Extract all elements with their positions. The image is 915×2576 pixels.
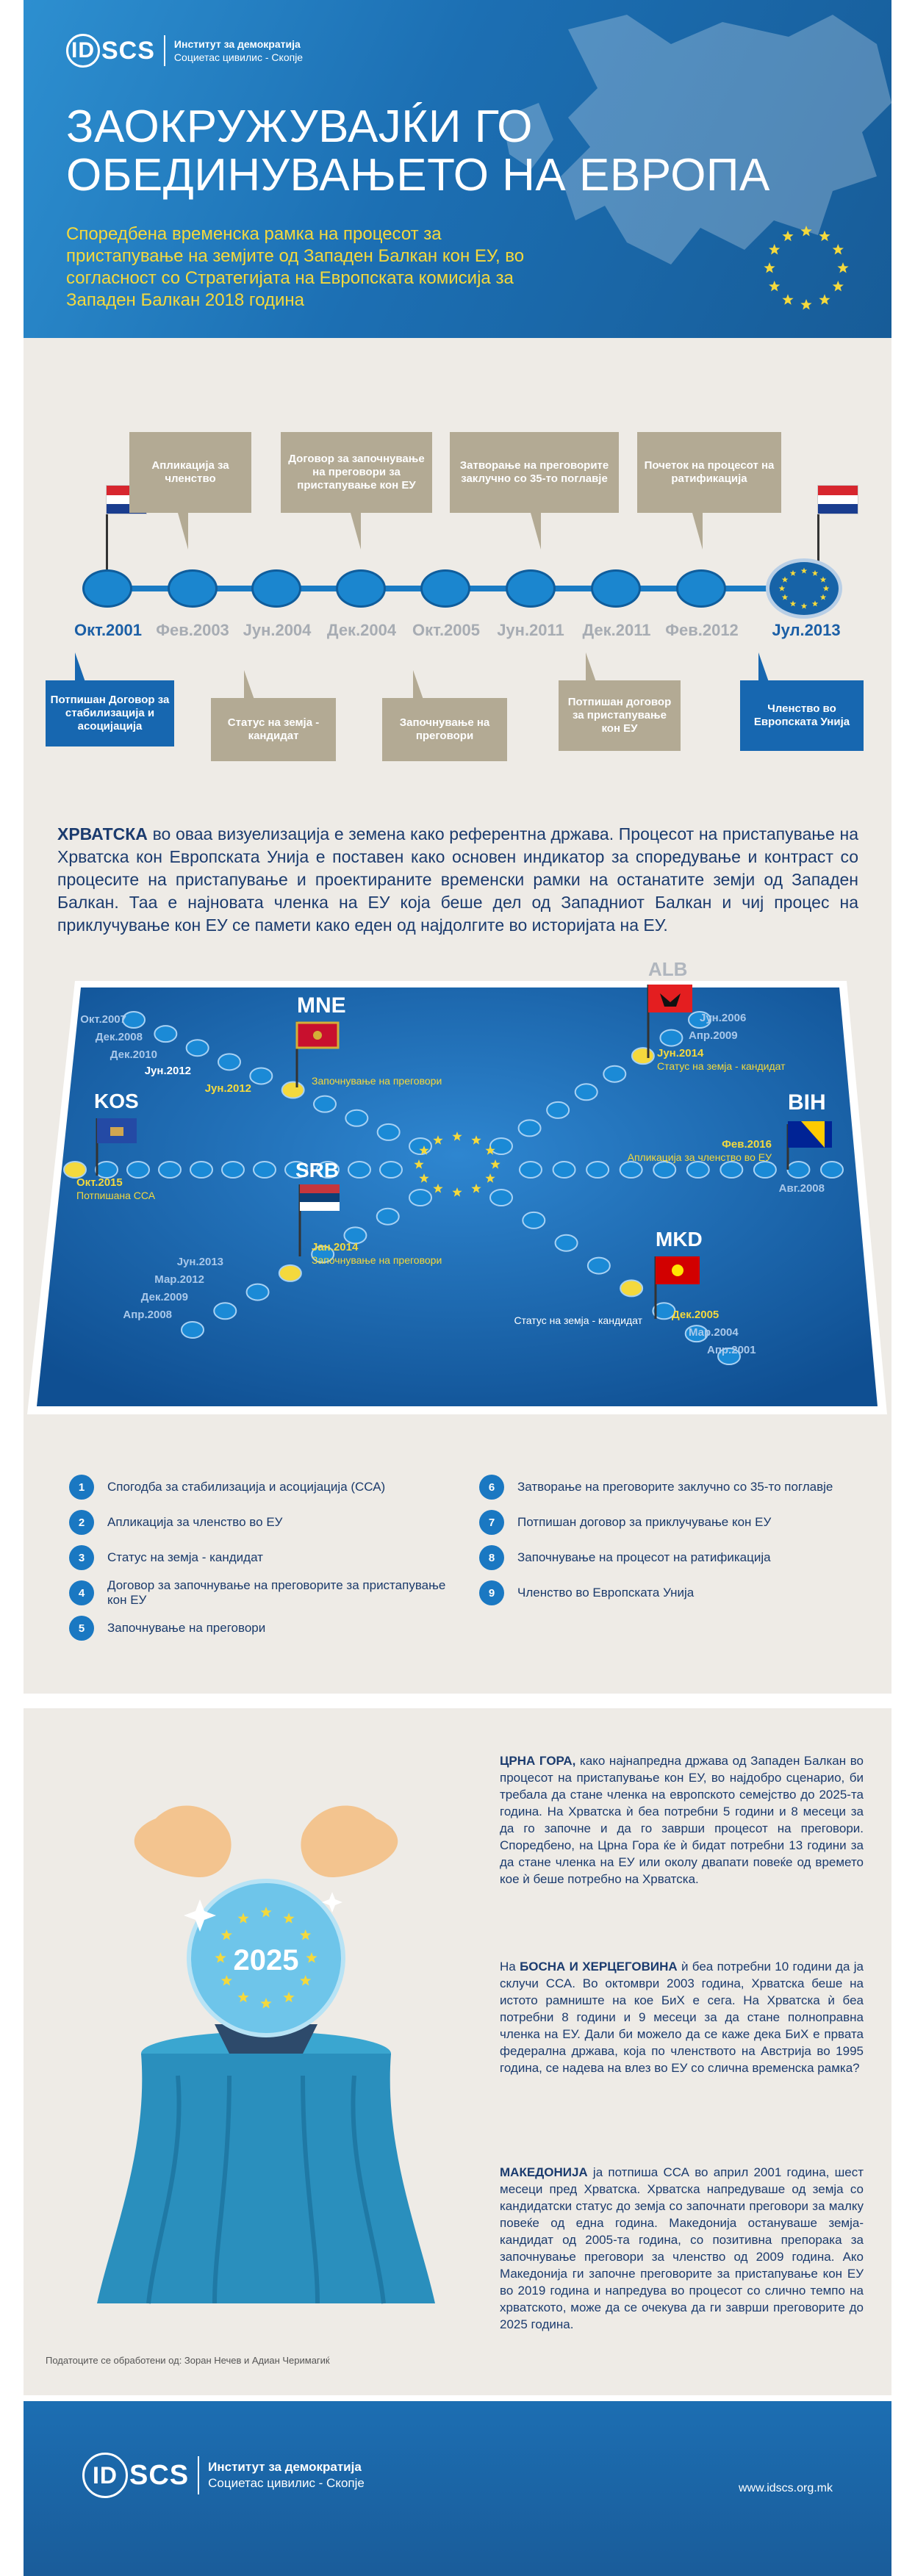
eu-star	[823, 586, 830, 591]
country-label-alb: ALB	[648, 958, 688, 980]
eu-star	[782, 577, 789, 583]
box-pointer	[531, 513, 541, 550]
eu-stars-icon	[758, 220, 854, 316]
srb-date: Мар.2012	[154, 1273, 204, 1286]
story-montenegro	[500, 1752, 864, 1888]
eu-star	[801, 603, 808, 609]
data-credit: Податоците се обработени од: Зоран Нечев и Адиан Черимагиќ	[46, 2355, 330, 2366]
country-label-mne: MNE	[297, 993, 346, 1018]
box-pointer	[413, 670, 423, 699]
timeline-node[interactable]	[591, 569, 641, 608]
timeline-date: Дек.2011	[582, 621, 651, 639]
eu-star	[819, 231, 830, 242]
croatia-timeline-section	[24, 338, 891, 1694]
srb-date: Јан.2014	[312, 1241, 359, 1253]
mne-date: Јун.2012	[144, 1065, 191, 1077]
timeline-date: Јун.2011	[497, 621, 564, 639]
srb-date: Дек.2009	[140, 1291, 188, 1303]
box-pointer	[75, 652, 85, 682]
timeline-node[interactable]	[251, 569, 301, 608]
story-prefix: На	[500, 1960, 520, 1974]
country-label-bih: BIH	[788, 1090, 826, 1115]
timeline-date: Јул.2013	[772, 621, 841, 639]
left-hand-icon	[134, 1806, 232, 1877]
srb-date: Апр.2008	[123, 1309, 172, 1321]
page-title	[66, 103, 770, 200]
milestone-box: Потпишан Договор за стабилизација и асоцијација	[46, 680, 174, 746]
eu-star	[800, 299, 811, 310]
eu-star	[764, 262, 775, 273]
legend-item	[479, 1540, 833, 1575]
idscs-logo[interactable]	[66, 34, 303, 68]
milestone-box: Потпишан договор за пристапување кон ЕУ	[559, 680, 681, 751]
croatia-flag-icon	[817, 485, 858, 514]
crystal-ball-illustration	[68, 1767, 464, 2340]
timeline-date: Окт.2001	[73, 621, 143, 639]
eu-star	[790, 600, 797, 606]
milestone-box: Членство во Европската Унија	[740, 680, 864, 751]
timeline-date: Јун.2004	[243, 621, 312, 639]
board-space	[547, 1102, 569, 1118]
logo-line1: Институт за демократија	[208, 2460, 362, 2474]
alb-note: Статус на земја - кандидат	[657, 1060, 786, 1072]
eu-star	[800, 226, 811, 237]
milestone-box: Започнување на преговори	[382, 698, 507, 761]
timeline-node[interactable]	[676, 569, 726, 608]
board-space	[96, 1162, 118, 1178]
alb-date: Јун.2006	[700, 1012, 747, 1024]
mne-date: Дек.2010	[110, 1048, 157, 1061]
timeline-node-eu[interactable]	[766, 558, 842, 619]
logo-separator	[164, 35, 165, 66]
board-space	[250, 1068, 272, 1084]
eu-star	[769, 244, 780, 255]
story-bosnia	[500, 1958, 864, 2076]
idscs-logo-mark: ID SCS	[82, 2453, 189, 2498]
board-space	[409, 1190, 431, 1206]
intro-bold: ХРВАТСКА	[57, 824, 148, 843]
logo-text	[208, 2459, 365, 2492]
eu-stars-icon	[769, 562, 839, 615]
board-space	[348, 1162, 370, 1178]
milestone-box: Договор за започнување на преговори за пристапување кон ЕУ	[281, 432, 432, 513]
board-space	[821, 1162, 843, 1178]
board-space	[409, 1138, 431, 1154]
legend-label: Апликација за членство во ЕУ	[107, 1515, 283, 1529]
legend-number: 4	[69, 1580, 94, 1605]
eu-star	[819, 294, 830, 305]
timeline-date: Фев.2012	[665, 621, 739, 639]
country-label-mkd: MKD	[656, 1228, 703, 1251]
timeline-node[interactable]	[336, 569, 386, 608]
board-space	[377, 1209, 399, 1225]
story-bold: ЦРНА ГОРА,	[500, 1754, 576, 1768]
legend-number: 3	[69, 1545, 94, 1570]
eu-star	[801, 568, 808, 574]
srb-date: Јун.2013	[176, 1256, 223, 1268]
albania-flag-icon	[648, 985, 692, 1012]
board-space	[787, 1162, 809, 1178]
story-text: ја потпиша ССА во април 2001 година, шест месеци пред Хрватска. Хрватска напредуваше од земја со кандидатски статус до земја со започнати преговори за малку повеќе од една година. Македонија остануваше земја-кандидат од 2005-та година, со позитивна препорака за започнување преговори за членство од 2009 година. Ако Македонија ги започне преговорите за пристапување кон ЕУ во 2019 година и напредува во процесот со слично темпо на хрватското, може да се очекува да ги заврши преговорите до 2025 година.	[500, 2165, 864, 2331]
country-label-kos: KOS	[94, 1090, 139, 1112]
legend-right	[479, 1469, 833, 1611]
story-text: ѝ беа потребни 10 години да ја склучи ССА. Во октомври 2003 година, Хрватска беше на истото рамниште на кое БиХ е сега. На Хрватска ѝ беа потребни 8 години и 9 месеци за да стане полноправна членка на ЕУ. Дали би можело да се каже дека БиХ е првата федерална држава, која по членството на Австрија во 1995 година, се надева на влез во ЕУ со слична временска рамка?	[500, 1960, 864, 2075]
board-space	[214, 1303, 236, 1319]
board-space	[380, 1162, 402, 1178]
legend-number: 2	[69, 1510, 94, 1535]
board-space	[519, 1120, 541, 1136]
eu-star	[837, 262, 848, 273]
intro-text: во оваа визуелизација е земена како референтна држава. Процесот на пристапување на Хрватска кон Европската Унија е поставен како основен индикатор за споредување и контраст со процесите на пристапување и проектираните временски рамки на останатите земји од Западен Балкан. Таа е најновата членка на ЕУ која беше дел од Западниот Балкан и чиј процес на приклучување кон ЕУ се памети како еден од најдолгите во историјата на ЕУ.	[57, 824, 858, 935]
board-space	[190, 1162, 212, 1178]
eu-star	[790, 570, 797, 576]
board-space	[64, 1162, 86, 1178]
website-link[interactable]: www.idscs.org.mk	[738, 2482, 833, 2494]
bih-date: Авг.2008	[778, 1182, 825, 1195]
eu-star	[820, 577, 827, 583]
eu-star	[782, 594, 789, 600]
board-space	[182, 1322, 204, 1338]
board-space	[523, 1212, 545, 1228]
logo-separator	[198, 2456, 199, 2494]
legend-item	[69, 1540, 451, 1575]
title-line1: ЗАОКРУЖУВАЈЌИ ГО	[66, 101, 534, 152]
legend-label: Спогодба за стабилизација и асоцијација (ССА)	[107, 1480, 386, 1494]
legend-label: Статус на земја - кандидат	[107, 1550, 263, 1564]
milestone-box: Статус на земја - кандидат	[211, 698, 336, 761]
board-space	[254, 1162, 276, 1178]
eu-star	[833, 281, 844, 292]
board-space	[314, 1096, 336, 1112]
idscs-logo-mark: ID SCS	[66, 34, 155, 68]
board-space	[490, 1190, 512, 1206]
board-space	[345, 1110, 367, 1126]
page-subtitle: Споредбена временска рамка на процесот за пристапување на земјите од Западен Балкан кон ЕУ, во согласност со Стратегијата на Европската комисија за Западен Балкан 2018 година	[66, 224, 525, 310]
mkd-date: Апр.2001	[707, 1344, 756, 1356]
intro-paragraph	[57, 823, 858, 937]
board-space	[247, 1284, 269, 1300]
story-bold: МАКЕДОНИЈА	[500, 2165, 588, 2179]
title-line2: ОБЕДИНУВАЊЕТО НА ЕВРОПА	[66, 150, 770, 201]
box-pointer	[351, 513, 361, 550]
legend-label: Потпишан договор за приклучување кон ЕУ	[517, 1515, 772, 1529]
board-space	[754, 1162, 776, 1178]
board-space	[222, 1162, 244, 1178]
box-pointer	[758, 652, 769, 682]
srb-note: Започнување на преговори	[312, 1254, 442, 1266]
eu-star	[769, 281, 780, 292]
board-space	[653, 1162, 675, 1178]
mne-date: Окт.2007	[80, 1013, 126, 1026]
mne-date: Дек.2008	[95, 1031, 143, 1043]
bih-note: Апликација за членство во ЕУ	[627, 1151, 772, 1163]
board-space	[632, 1048, 654, 1064]
footer	[24, 2401, 891, 2576]
board-space	[490, 1138, 512, 1154]
legend-left	[69, 1469, 451, 1646]
box-pointer	[692, 513, 703, 550]
eu-star	[779, 586, 786, 591]
eu-star	[812, 570, 819, 576]
story-bold: БОСНА И ХЕРЦЕГОВИНА	[520, 1960, 678, 1974]
board-space	[378, 1124, 400, 1140]
legend-label: Договор за започнување на преговорите за пристапување кон ЕУ	[107, 1578, 446, 1607]
footer-logo[interactable]	[82, 2453, 365, 2498]
board-space	[620, 1162, 642, 1178]
timeline-node[interactable]	[168, 569, 218, 608]
eu-star	[812, 600, 819, 606]
logo-line2: Социетас цивилис - Скопје	[208, 2476, 365, 2490]
logo-line2: Социетас цивилис - Скопје	[173, 51, 304, 63]
country-label-srb: SRB	[295, 1159, 340, 1181]
board-space	[620, 1280, 642, 1296]
legend-number: 6	[479, 1475, 504, 1500]
board-space	[586, 1162, 609, 1178]
milestone-box: Апликација за членство	[129, 432, 251, 513]
right-hand-icon	[301, 1806, 398, 1877]
legend-item	[69, 1505, 451, 1540]
legend-label: Затворање на преговорите заклучно со 35-то поглавје	[517, 1480, 833, 1494]
timeline-node[interactable]	[82, 569, 132, 608]
board-space	[520, 1162, 542, 1178]
logo-text	[174, 37, 303, 64]
board-space	[154, 1026, 176, 1042]
legend-number: 9	[479, 1580, 504, 1605]
board-space	[279, 1265, 301, 1281]
legend-number: 1	[69, 1475, 94, 1500]
board-space	[553, 1162, 575, 1178]
board-space	[687, 1162, 709, 1178]
timeline-node[interactable]	[506, 569, 556, 608]
projection-section	[24, 1708, 891, 2395]
legend-number: 5	[69, 1616, 94, 1641]
box-pointer	[586, 652, 596, 682]
board-space	[603, 1066, 625, 1082]
legend-number: 7	[479, 1510, 504, 1535]
legend-item	[69, 1575, 451, 1611]
legend-item	[69, 1611, 451, 1646]
legend-item	[69, 1469, 451, 1505]
alb-date: Јун.2014	[657, 1047, 704, 1059]
board-space	[588, 1258, 610, 1274]
legend-item	[479, 1575, 833, 1611]
board-space	[556, 1235, 578, 1251]
eu-star	[820, 594, 827, 600]
legend-item	[479, 1505, 833, 1540]
kos-note: Потпишана ССА	[76, 1190, 156, 1201]
milestone-box: Почеток на процесот на ратификација	[637, 432, 781, 513]
eu-star	[782, 294, 793, 305]
bih-date: Фев.2016	[722, 1138, 772, 1151]
board-space	[218, 1054, 240, 1070]
board-space	[127, 1162, 149, 1178]
mkd-date: Дек.2005	[672, 1309, 720, 1321]
story-macedonia	[500, 2164, 864, 2333]
board-space	[159, 1162, 181, 1178]
header-banner	[24, 0, 891, 338]
board-space	[660, 1030, 682, 1046]
eu-star	[833, 244, 844, 255]
timeline-date: Дек.2004	[326, 621, 397, 639]
table-cloth	[97, 2054, 435, 2303]
legend-item	[479, 1469, 833, 1505]
board-game-map	[24, 958, 891, 1418]
kos-date: Окт.2015	[76, 1176, 123, 1189]
legend-label: Започнување на процесот на ратификација	[517, 1550, 771, 1564]
alb-date: Апр.2009	[689, 1029, 738, 1042]
timeline-node[interactable]	[420, 569, 470, 608]
mkd-date: Мар.2004	[689, 1326, 739, 1339]
timeline-date: Фев.2003	[156, 621, 229, 639]
eu-star	[782, 231, 793, 242]
timeline-date: Окт.2005	[412, 621, 481, 639]
box-pointer	[244, 670, 254, 699]
story-text: како најнапредна држава од Западен Балкан во процесот на пристапување кон ЕУ, во најдобро сценарио, би требала да стане членка на европското семејство до 2025-та година. На Хрватска ѝ беа потребни 5 години и 8 месеци за да го започне и да го заврши процесот на преговори. Споредбено, на Црна Гора ќе ѝ бидат потребни 13 години за да стане членка на ЕУ или околу двапати повеќе од времето кое ѝ беше потребно на Хрватска.	[500, 1754, 864, 1886]
milestone-box: Затворање на преговорите заклучно со 35-то поглавје	[450, 432, 619, 513]
board-space	[575, 1084, 598, 1100]
logo-line1: Институт за демократија	[173, 38, 301, 50]
board-space	[187, 1040, 209, 1056]
mne-date: Јун.2012	[204, 1082, 251, 1095]
mne-note: Започнување на преговори	[312, 1075, 442, 1087]
box-pointer	[178, 513, 188, 550]
board-space	[282, 1082, 304, 1098]
mkd-note: Статус на земја - кандидат	[514, 1314, 642, 1326]
legend-label: Членство во Европската Унија	[517, 1586, 695, 1600]
crystal-ball-year: 2025	[233, 1944, 299, 1976]
board-space	[720, 1162, 742, 1178]
legend-label: Започнување на преговори	[107, 1621, 266, 1635]
legend-number: 8	[479, 1545, 504, 1570]
serbia-flag-icon	[300, 1184, 340, 1193]
